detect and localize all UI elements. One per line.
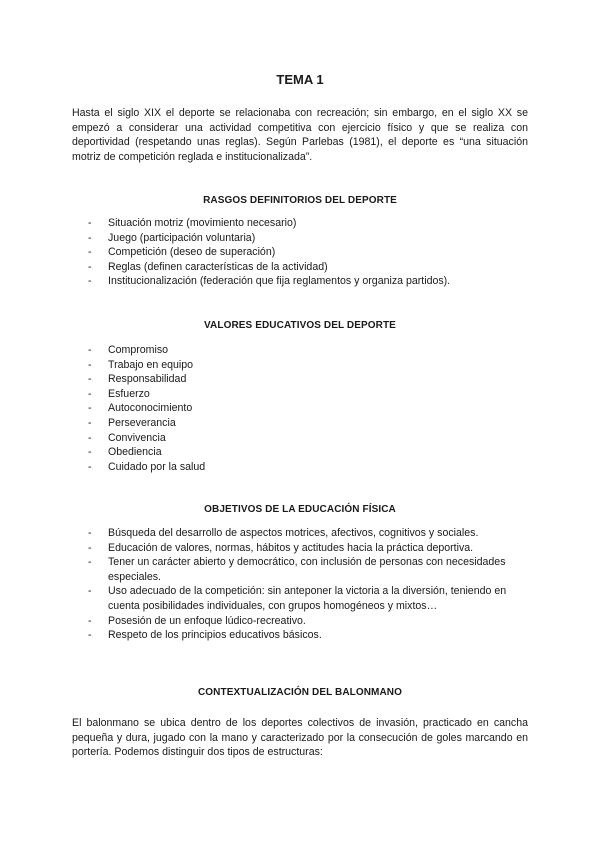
list-item: - Compromiso — [88, 343, 528, 358]
list-item: - Búsqueda del desarrollo de aspectos motrices, afectivos, cognitivos y sociales. — [88, 526, 528, 541]
list-item: - Competición (deseo de superación) — [88, 245, 528, 260]
list-item: - Perseverancia — [88, 416, 528, 431]
section-heading-rasgos: RASGOS DEFINITORIOS DEL DEPORTE — [203, 195, 397, 206]
list-item: - Esfuerzo — [88, 387, 528, 402]
list-item: - Posesión de un enfoque lúdico-recreativo. — [88, 614, 528, 629]
list-item: - Tener un carácter abierto y democrático, con inclusión de personas con necesidades especiales. — [88, 555, 528, 584]
rasgos-list — [88, 216, 528, 289]
list-item: - Institucionalización (federación que fija reglamentos y organiza partidos). — [88, 274, 528, 289]
list-item: - Trabajo en equipo — [88, 358, 528, 373]
list-item: - Convivencia — [88, 431, 528, 446]
list-item: - Reglas (definen características de la actividad) — [88, 260, 528, 275]
list-item: - Juego (participación voluntaria) — [88, 231, 528, 246]
valores-list — [88, 343, 528, 474]
section-heading-objetivos: OBJETIVOS DE LA EDUCACIÓN FÍSICA — [204, 504, 396, 515]
list-item: - Obediencia — [88, 445, 528, 460]
section-heading-contextualizacion: CONTEXTUALIZACIÓN DEL BALONMANO — [197, 687, 403, 698]
list-item: - Situación motriz (movimiento necesario) — [88, 216, 528, 231]
list-item: - Uso adecuado de la competición: sin anteponer la victoria a la diversión, teniendo en cuenta posibilidades individuales, con grupos homogéneos y mixtos… — [88, 584, 528, 613]
section-heading-valores: VALORES EDUCATIVOS DEL DEPORTE — [204, 320, 396, 331]
objetivos-list — [88, 526, 528, 643]
contextualizacion-paragraph: El balonmano se ubica dentro de los deportes colectivos de invasión, practicado en cancha pequeña y dura, jugado con la mano y caracterizado por la consecución de goles marcando en portería. Podemos distinguir dos tipos de estructuras: — [72, 717, 528, 759]
list-item: - Autoconocimiento — [88, 401, 528, 416]
intro-paragraph: Hasta el siglo XIX el deporte se relacionaba con recreación; sin embargo, en el siglo XX se empezó a considerar una actividad competitiva con ejercicio físico y que se realiza con deportividad (respetando unas reglas). Según Parlebas (1981), el deporte es “una situación motriz de competición reglada e institucionalizada”. — [72, 107, 528, 163]
list-item: - Respeto de los principios educativos básicos. — [88, 628, 528, 643]
list-item: - Cuidado por la salud — [88, 460, 528, 475]
list-item: - Responsabilidad — [88, 372, 528, 387]
page-title: TEMA 1 — [276, 72, 324, 87]
list-item: - Educación de valores, normas, hábitos y actitudes hacia la práctica deportiva. — [88, 541, 528, 556]
